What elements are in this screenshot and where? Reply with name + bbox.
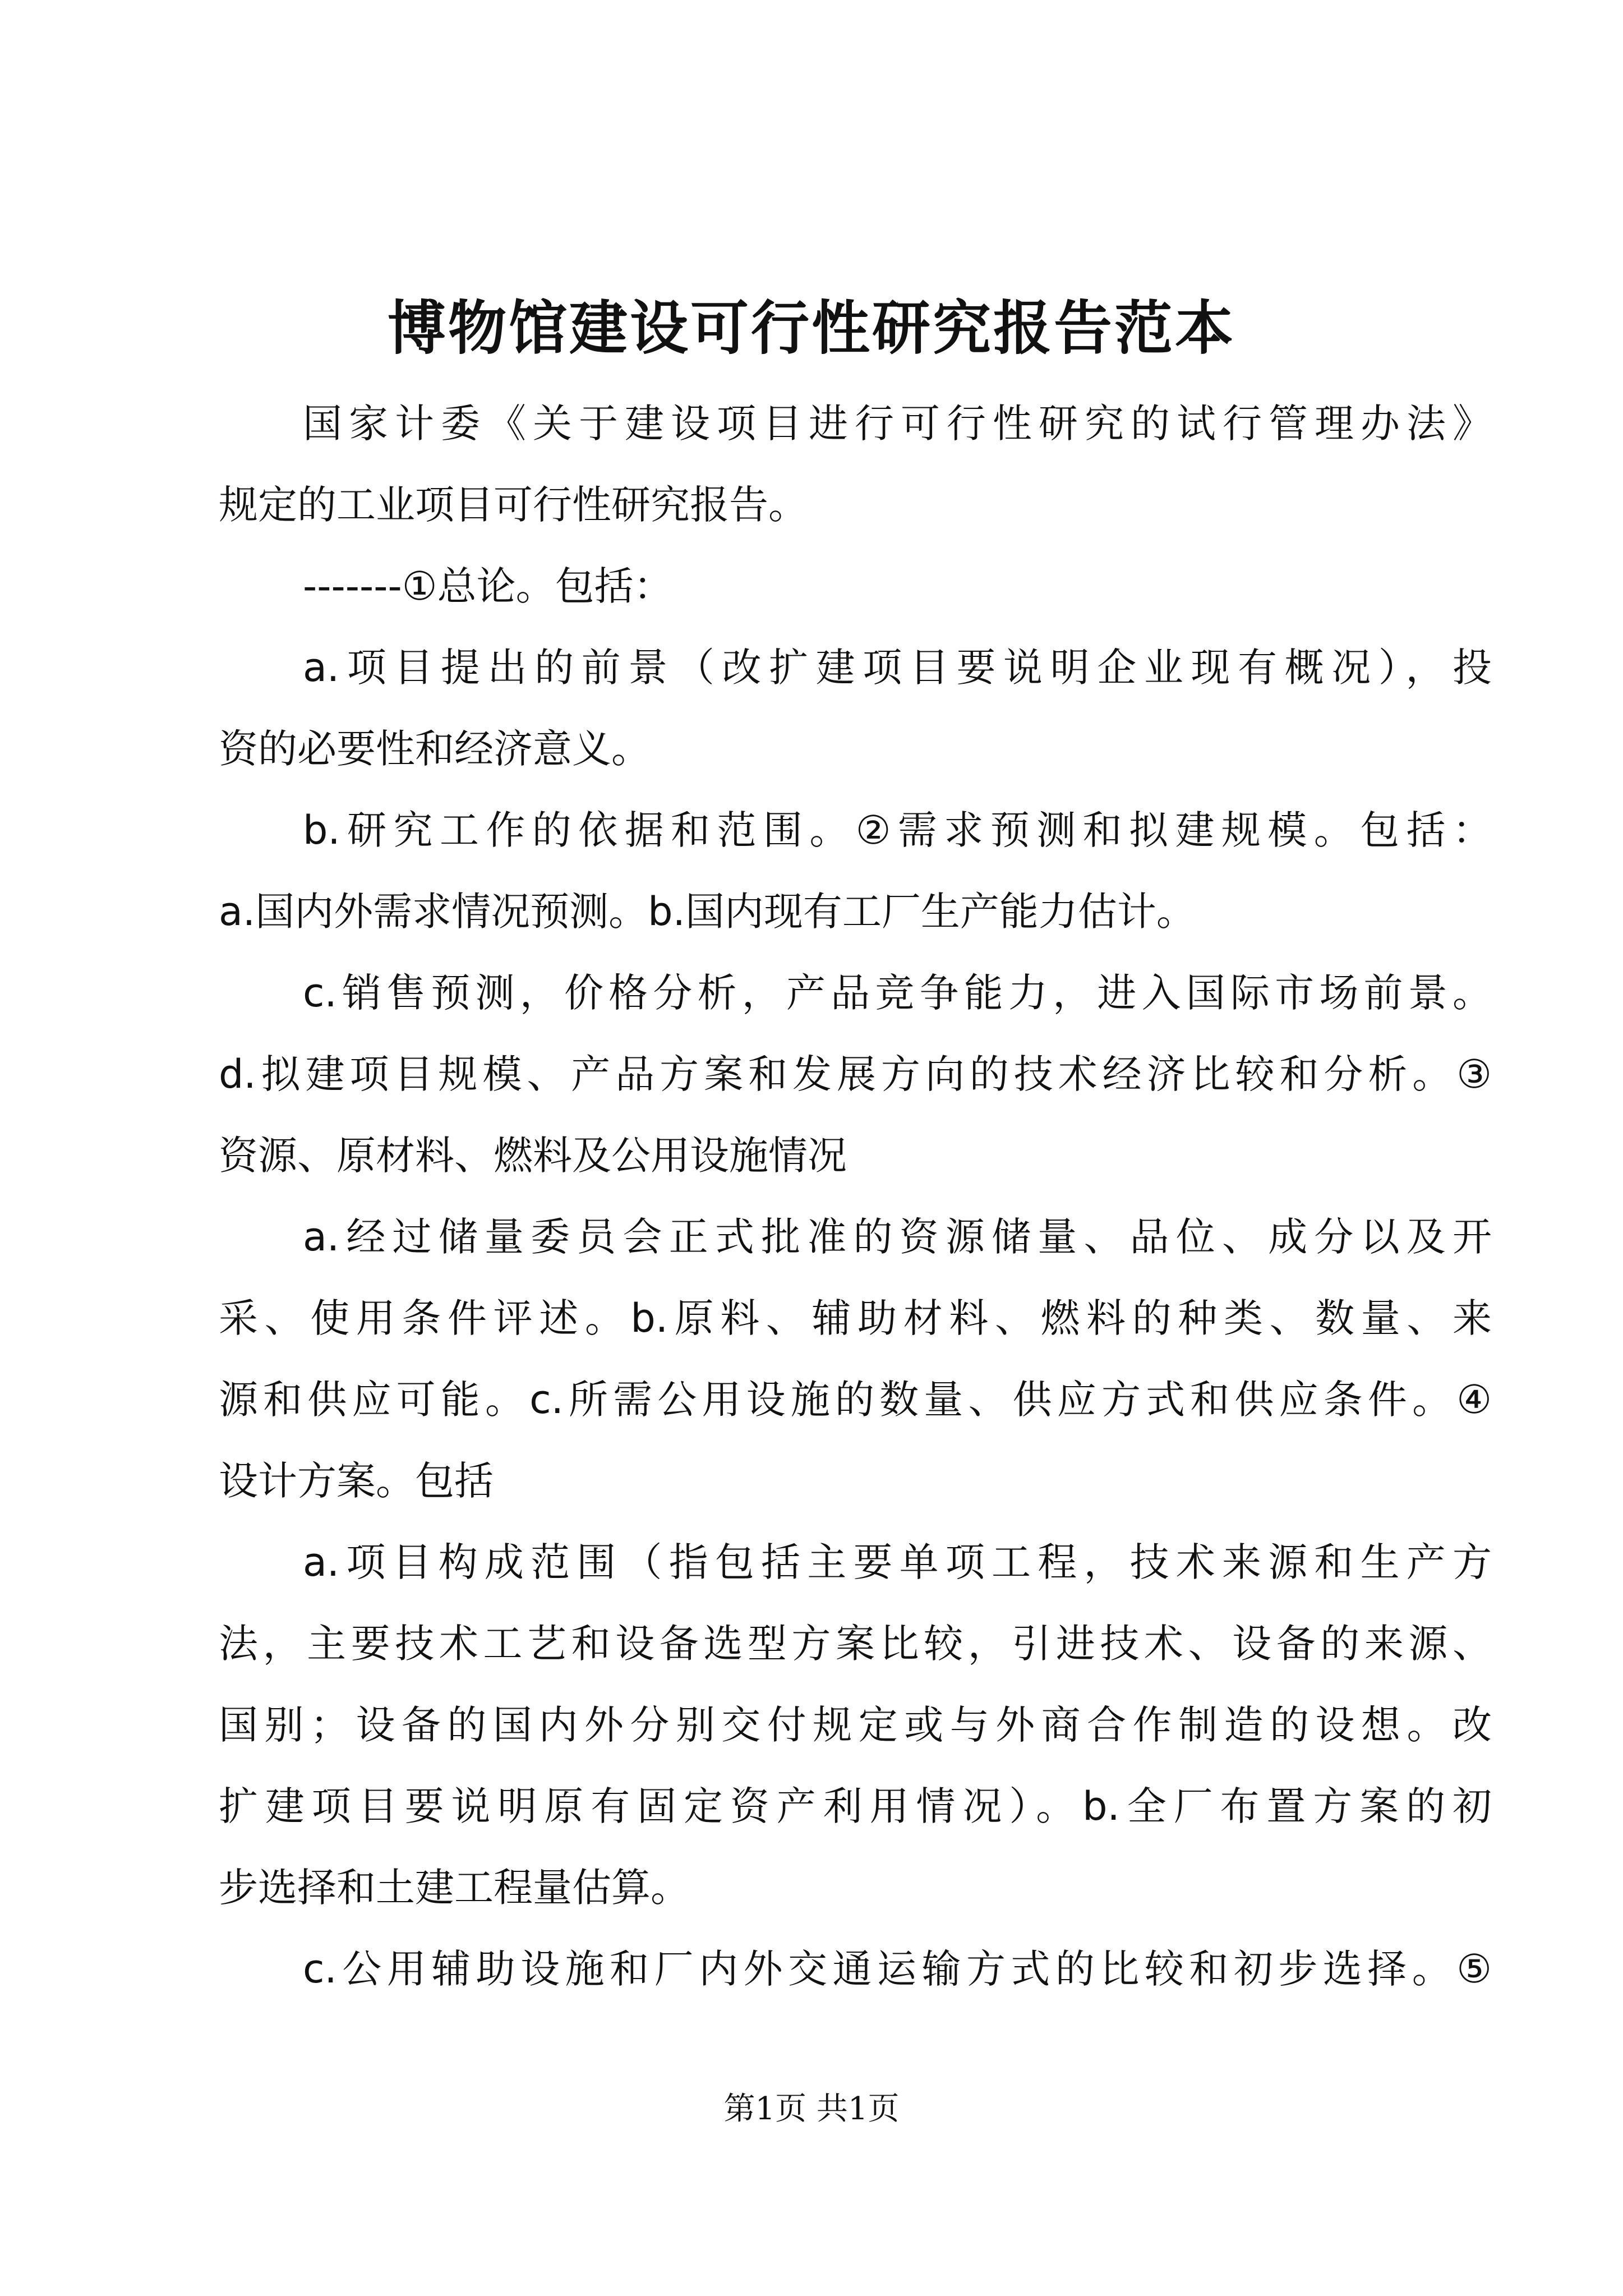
body-line: 设计方案。包括 (219, 1458, 494, 1504)
body-line: c.公用辅助设施和厂内外交通运输方式的比较和初步选择。⑤ (303, 1946, 1492, 1992)
body-line: a.项目构成范围（指包括主要单项工程，技术来源和生产方 (303, 1539, 1492, 1585)
body-line: c.销售预测，价格分析，产品竞争能力，进入国际市场前景。 (303, 970, 1492, 1016)
body-line: 国别；设备的国内外分别交付规定或与外商合作制造的设想。改 (219, 1702, 1492, 1748)
body-line: 资的必要性和经济意义。 (219, 726, 651, 772)
body-line: a.经过储量委员会正式批准的资源储量、品位、成分以及开 (303, 1214, 1492, 1260)
body-line: 资源、原材料、燃料及公用设施情况 (219, 1133, 847, 1179)
body-line: 规定的工业项目可行性研究报告。 (219, 482, 808, 528)
body-line: b.研究工作的依据和范围。②需求预测和拟建规模。包括： (303, 807, 1492, 853)
body-line: -------①总论。包括： (303, 563, 673, 609)
body-line: d.拟建项目规模、产品方案和发展方向的技术经济比较和分析。③ (219, 1051, 1492, 1097)
body-line: a.国内外需求情况预测。b.国内现有工厂生产能力估计。 (219, 889, 1196, 935)
body-line: 采、使用条件评述。b.原料、辅助材料、燃料的种类、数量、来 (219, 1295, 1492, 1341)
body-line: 步选择和土建工程量估算。 (219, 1865, 690, 1911)
document-title: 博物馆建设可行性研究报告范本 (387, 293, 1235, 362)
body-line: 法，主要技术工艺和设备选型方案比较，引进技术、设备的来源、 (219, 1621, 1492, 1667)
body-line: 国家计委《关于建设项目进行可行性研究的试行管理办法》 (303, 401, 1492, 447)
page-footer: 第1页 共1页 (723, 2091, 900, 2127)
body-line: a.项目提出的前景（改扩建项目要说明企业现有概况），投 (303, 645, 1492, 691)
body-line: 源和供应可能。c.所需公用设施的数量、供应方式和供应条件。④ (219, 1377, 1492, 1423)
body-line: 扩建项目要说明原有固定资产利用情况）。b.全厂布置方案的初 (219, 1783, 1492, 1829)
